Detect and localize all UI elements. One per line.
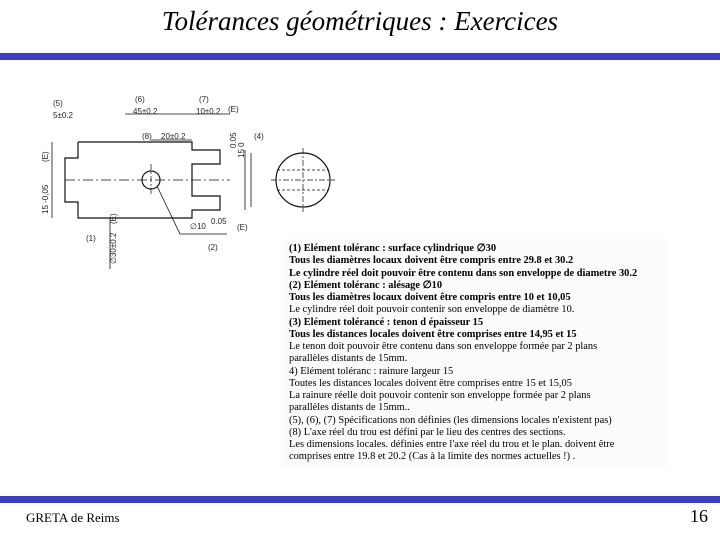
note-line: (8) L'axe réel du trou est défini par le lieu des centres des sections. xyxy=(289,426,566,438)
note-line: Le cylindre réel doit pouvoir être contenu dans son enveloppe de diametre 30.2 xyxy=(289,267,638,279)
note-line: Tous les diamètres locaux doivent être compris entre 10 et 10,05 xyxy=(289,292,571,303)
dim-30: ∅30±0.2 xyxy=(109,232,118,264)
note-line: parallèles distants de 15mm. xyxy=(289,353,408,365)
bottom-divider-bar xyxy=(0,496,720,503)
note-line: (2) Elément toléranc : alésage ∅10 xyxy=(289,279,443,291)
callout-4: (4) xyxy=(254,132,264,141)
dim-6: 45±0.2 xyxy=(133,107,158,116)
note-line: Toutes les distances locales doivent être comprises entre 15 et 15,05 xyxy=(289,377,572,389)
answer-notes xyxy=(283,239,667,468)
note-line: Tous les diamètres locaux doivent être compris entre 29.8 et 30.2 xyxy=(289,255,574,267)
dim-tenon: 15 -0,05 xyxy=(41,184,50,214)
note-line: Les dimensions locales. définies entre l'axe réel du trou et le plan. doivent être xyxy=(289,439,615,450)
dim-tenon-e: (E) xyxy=(41,151,50,162)
dim-rainure-e: (E) xyxy=(228,105,239,114)
note-line: (5), (6), (7) Spécifications non définies (les dimensions locales n'existent pas) xyxy=(289,414,612,426)
note-line: La rainure réelle doit pouvoir contenir son enveloppe formée par 2 plans xyxy=(289,390,591,401)
dim-10: ∅10 xyxy=(190,222,206,231)
note-line: Le cylindre réel doit pouvoir contenir son enveloppe de diamètre 10. xyxy=(289,304,575,316)
callout-7: (7) xyxy=(199,95,209,104)
callout-6: (6) xyxy=(135,95,145,104)
note-line: 4) Elément toléranc : rainure largeur 15 xyxy=(289,365,454,377)
page-title: Tolérances géométriques : Exercices xyxy=(161,6,559,36)
callout-8: (8) xyxy=(142,132,152,141)
note-line: (3) Elément tolérancé : tenon d épaisseur 15 xyxy=(289,316,484,328)
callout-5: (5) xyxy=(53,99,63,108)
dim-8: 20±0.2 xyxy=(161,132,186,141)
exercise-figure xyxy=(15,84,660,494)
callout-1: (1) xyxy=(86,234,96,243)
dim-7: 10±0.2 xyxy=(196,107,221,116)
footer-organization: GRETA de Reims xyxy=(26,510,120,525)
dim-10-tol: 0.05 xyxy=(211,217,227,226)
note-line: Le tenon doit pouvoir être contenu dans son enveloppe formée par 2 plans xyxy=(289,341,598,352)
dim-10-e: (E) xyxy=(237,223,248,232)
top-divider-bar xyxy=(0,53,720,60)
dim-5: 5±0.2 xyxy=(53,111,73,120)
note-line: parallèles distants de 15mm.. xyxy=(289,402,410,414)
callout-2: (2) xyxy=(208,243,218,252)
page-number: 16 xyxy=(690,506,708,526)
note-line: Tous les distances locales doivent être comprises entre 14,95 et 15 xyxy=(289,328,577,340)
dim-30-e: (E) xyxy=(109,213,118,224)
note-line: (1) Elément toléranc : surface cylindrique ∅30 xyxy=(289,243,497,254)
dim-rainure-tol: 0.05 xyxy=(229,132,238,148)
note-line: comprises entre 19.8 et 20.2 (Cas à la limite des normes actuelles !) . xyxy=(289,451,576,463)
dim-rainure: 15 0 xyxy=(237,142,246,158)
